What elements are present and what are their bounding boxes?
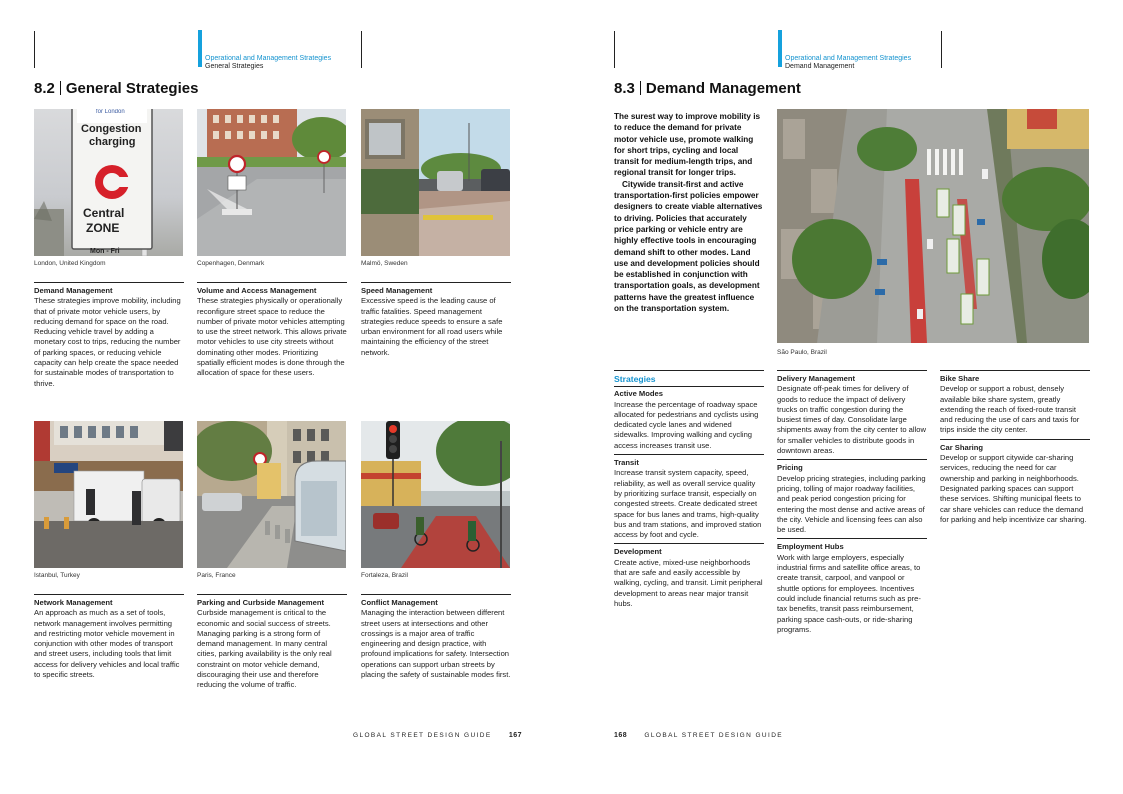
strategies-column-1: Strategies Active Modes Increase the percentage of roadway space allocated for pedestrians and cyclists using dedicated cycle lanes and widened sidewalks. Improving walking and cycling access increases transit use. Transit Increase transit system capacity, speed, reliability, as well as overall service quality by prioritizing surface transit, especially on congested streets. Create dedicated street space for bus lanes and trams, high-quality bus and tram stations, and improved station access by foot and cycle. Development Create active, mixed-use neighborhoods that are safe and easily accessible by walking, cycling, and transit. Limit peripheral development to areas near major transit hubs. (614, 370, 764, 609)
photo-malmo (361, 109, 510, 256)
photo-caption: London, United Kingdom (34, 260, 106, 267)
photo-copenhagen (197, 109, 346, 256)
page-number: 168 (614, 732, 628, 739)
page-footer: 168 GLOBAL STREET DESIGN GUIDE (614, 732, 784, 739)
tab-section: Demand Management (785, 63, 855, 70)
column-conflict-management: Conflict Management Managing the interaction between different street users at intersections and other crossings is a major area of traffic engineering and design practice, with profound implications for safety. Intersection operations can support urban streets by placing the safety of sustainable modes first. (361, 594, 511, 680)
photo-london: for London Congestion charging Central ZONE Mon - Fri (34, 109, 183, 256)
column-network-management: Network Management An approach as much as a set of tools, network management involves permitting and restricting motor vehicle movement in conjunction with other modes of transport and street users, including tools that limit access for delivery vehicles and local traffic to specific streets. (34, 594, 184, 680)
page-footer: GLOBAL STREET DESIGN GUIDE 167 (353, 732, 523, 739)
photo-sao-paulo (777, 109, 1089, 343)
margin-line (941, 31, 942, 68)
photo-caption: Malmö, Sweden (361, 260, 408, 267)
photo-caption: Copenhagen, Denmark (197, 260, 265, 267)
margin-line (34, 31, 35, 68)
page-title: 8.2 General Strategies (34, 80, 199, 97)
left-page (0, 0, 561, 794)
column-demand-management: Demand Management These strategies improve mobility, including that of private motor vehicle users, by reducing demand for space on the road. Reducing vehicle travel by adding a monetary cost to trips, reducing the number of parking spaces, or reducing vehicle capacity can help create the space needed for sustainable modes of transportation to thrive. (34, 282, 184, 389)
photo-caption: Fortaleza, Brazil (361, 572, 408, 579)
strategies-column-3: Bike Share Develop or support a robust, densely available bike share system, greatly extending the reach of fixed-route transit and reducing the use of cars and taxis for trips inside the city center. Car Sharing Develop or support citywide car-sharing services, reducing the need for car ownership and parking in neighborhoods. Designated parking spaces can support these services. Shifting municipal fleets to car share vehicles can reduce the demand for parking and help incentivize car sharing. (940, 370, 1090, 525)
photo-fortaleza (361, 421, 510, 568)
section-tab (785, 55, 911, 71)
column-volume-access: Volume and Access Management These strategies physically or operationally reconfigure street space to reduce the number of private motor vehicles attempting to use the street network. This allows private motor vehicles to use city streets without dominating other modes. Prioritizing spatially efficient modes is done through the allocation of space for these users. (197, 282, 347, 379)
strategies-title: Strategies (614, 374, 656, 384)
page-title: 8.3 Demand Management (614, 80, 801, 97)
tab-category: Operational and Management Strategies (785, 55, 912, 62)
page-number: 167 (508, 732, 523, 739)
right-page (562, 0, 1123, 794)
tab-section: General Strategies (205, 63, 264, 70)
photo-caption: São Paulo, Brazil (777, 349, 827, 356)
margin-line (361, 31, 362, 68)
photo-caption: Paris, France (197, 572, 236, 579)
photo-paris (197, 421, 346, 568)
section-tab (205, 55, 331, 71)
margin-line (614, 31, 615, 68)
column-parking-curbside: Parking and Curbside Management Curbside management is critical to the economic and social success of streets. Managing parking is a strong form of demand management. In many central cities, parking availability is the only real constraint on motor vehicle demand, discouraging their use and therefore reducing the volume of traffic. (197, 594, 347, 691)
column-speed-management: Speed Management Excessive speed is the leading cause of traffic fatalities. Speed management strategies reduce speeds to ensure a safe urban environment for all road users while maintaining the efficiency of the street network. (361, 282, 511, 358)
tab-category: Operational and Management Strategies (205, 55, 332, 62)
lead-paragraph: The surest way to improve mobility is to reduce the demand for private motor vehicle use, promote walking for short trips, cycling and local transit for medium-length trips, and regional transit for longer trips. Citywide transit-first and active transportation-first policies empower designers to create viable alternatives to driving. Policies that accurately price parking or vehicle entry are highly effective tools in encouraging demand shift to other modes. Land use and development policies should be established in conjunction with transportation goals, as development patterns have the greatest influence on the transportation system. (614, 112, 763, 314)
strategies-column-2: Delivery Management Designate off-peak times for delivery of goods to reduce the impact of delivery trucks on traffic congestion during the busiest times of day. Consolidate large shipments away from the city center to allow for smaller vehicles to distribute goods in downtown areas. Pricing Develop pricing strategies, including parking pricing, tolling of major roadway facilities, and peak period congestion pricing for entering the most dense and active areas of the city. Vehicle and licensing fees can also be used. Employment Hubs Work with large employers, especially industrial firms and satellite office areas, to create transit, carpool, and vanpool or shuttle options for employees. Incentives could include financial returns such as pre-tax benefits, transit pass reimbursement, parking space cash-outs, or ride-sharing programs. (777, 370, 927, 635)
photo-caption: Istanbul, Turkey (34, 572, 80, 579)
photo-istanbul (34, 421, 183, 568)
